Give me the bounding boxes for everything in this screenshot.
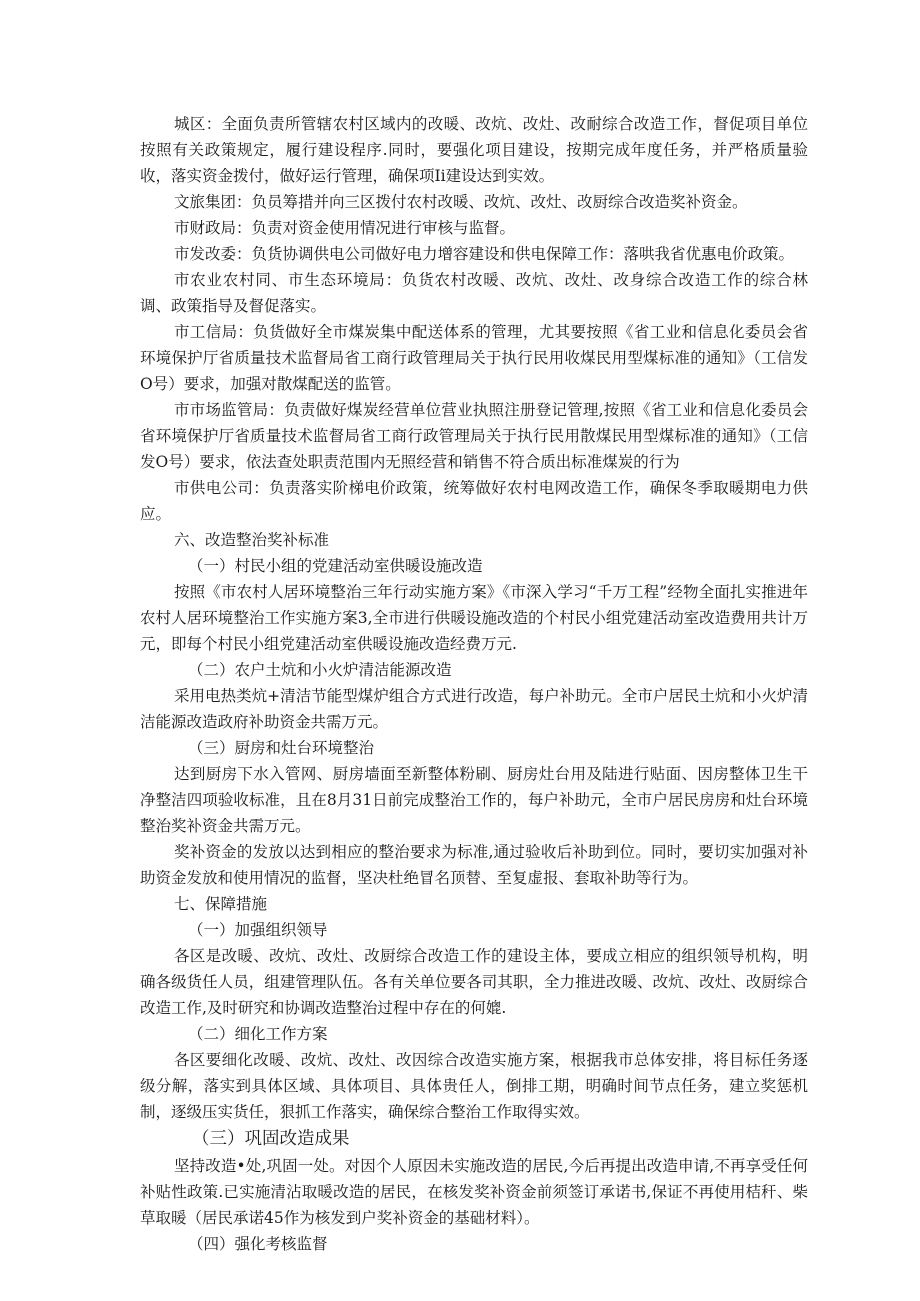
body-paragraph: 市农业农村同、市生态环境局：负货农村改暖、改炕、改灶、改身综合改造工作的综合林调、政策指导及督促落实。 [140, 271, 808, 315]
section-heading: （一）村民小组的党建活动室供暖设施改造 [188, 557, 483, 575]
section-heading: （一）加强组织领导 [188, 921, 328, 939]
body-paragraph: 市市场监管局：负责做好煤炭经营单位营业执照注册登记管理,按照《省工业和信息化委员会省环境保护厅省质量技术监督局省工商行政管理局关于执行民用散煤民用型煤标准的通知》（工信发O号）要求，依法查处职责范围内无照经营和销售不符合质出标准煤炭的行为 [140, 401, 808, 471]
body-paragraph: 市发改委：负货协调供电公司做好电力增容建设和供电保障工作：落哄我省优惠电价政策。 [174, 245, 795, 263]
body-paragraph: 文旅集团：负员筹措并向三区拨付农村改暖、改炕、改灶、改厨综合改造奖补资金。 [174, 193, 748, 211]
body-paragraph: 市供电公司：负责落实阶梯电价政策，统筹做好农村电网改造工作，确保冬季取暖期电力供应。 [140, 479, 808, 523]
document-body [140, 111, 808, 1257]
section-heading: （三）厨房和灶台环境整治 [188, 739, 375, 757]
body-paragraph: 坚持改造•处,巩固一处。对因个人原因未实施改造的居民,今后再提出改造申请,不再享受任何补贴性政策.已实施清沾取暖改造的居民，在核发奖补资金前须签订承诺书,保证不再使用桔秆、柴草取暖（居民承诺45作为核发到户奖补资金的基础材料）。 [140, 1157, 808, 1227]
section-heading: （四）强化考核监督 [188, 1235, 328, 1253]
section-heading: （二）农户土炕和小火炉清洁能源改造 [188, 661, 452, 679]
body-paragraph: 采用电热类炕+清洁节能型煤炉组合方式进行改造，每户补助元。全市户居民土炕和小火炉清洁能源改造政府补助资金共需万元。 [140, 687, 808, 731]
body-paragraph: 按照《市农村人居环境整治三年行动实施方案》《市深入学习“千万工程”经物全面扎实推进年农村人居环境整治工作实施方案3,全市进行供暖设施改造的个村民小组党建活动室改造费用共计万元，即每个村民小组党建活动室供暖设施改造经费万元. [140, 583, 808, 653]
body-paragraph: 各区要细化改暖、改炕、改灶、改因综合改造实施方案，根据我市总体安排，将目标任务逐级分解，落实到具体区域、具体项目、具体贵任人，倒排工期，明确时间节点任务，建立奖惩机制，逐级压实货任，狠抓工作落实，确保综合整治工作取得实效。 [140, 1051, 808, 1121]
body-paragraph: 城区：全面负责所管辖农村区域内的改暖、改炕、改灶、改耐综合改造工作，督促项目单位按照有关政策规定，履行建设程序.同时，要强化项目建设，按期完成年度任务，并严格质量验收，落实资金拨付，做好运行管理，确保项Ii建设达到实效。 [140, 115, 808, 185]
body-paragraph: 各区是改暖、改炕、改灶、改厨综合改造工作的建设主体，要成立相应的组织领导机构，明确各级货任人员，组建管理队伍。各有关单位要各司其职，全力推进改暖、改炕、改灶、改厨综合改造工作,及时研究和协调改造整治过程中存在的何媲. [140, 947, 808, 1017]
section-heading: （三）巩固改造成果 [192, 1129, 350, 1149]
body-paragraph: 七、保障措施 [174, 895, 268, 913]
body-paragraph: 奖补资金的发放以达到相应的整治要求为标准,通过验收后补助到位。同时，要切实加强对补助资金发放和使用情况的监督，坚决杜绝冒名顶替、至复虚报、套取补助等行为。 [140, 843, 808, 887]
section-heading: （二）细化工作方案 [188, 1025, 328, 1043]
body-paragraph: 市工信局：负货做好全市煤炭集中配送体系的管理，尤其要按照《省工业和信息化委员会省环境保护厅省质量技术监督局省工商行政管理局关于执行民用收煤民用型煤标准的通知》（工信发O号）要求，加强对散煤配送的监管。 [140, 323, 808, 393]
body-paragraph: 六、改造整治奖补标准 [174, 531, 330, 549]
body-paragraph: 达到厨房下水入管网、厨房墙面至新整体粉刷、厨房灶台用及陆进行贴面、因房整体卫生干净整洁四项验收标准，且在8月31日前完成整治工作的，每户补助元，全市户居民房房和灶台环境整治奖补资金共需万元。 [140, 765, 808, 835]
body-paragraph: 市财政局：负责对资金使用情况进行审核与监督。 [174, 219, 516, 237]
